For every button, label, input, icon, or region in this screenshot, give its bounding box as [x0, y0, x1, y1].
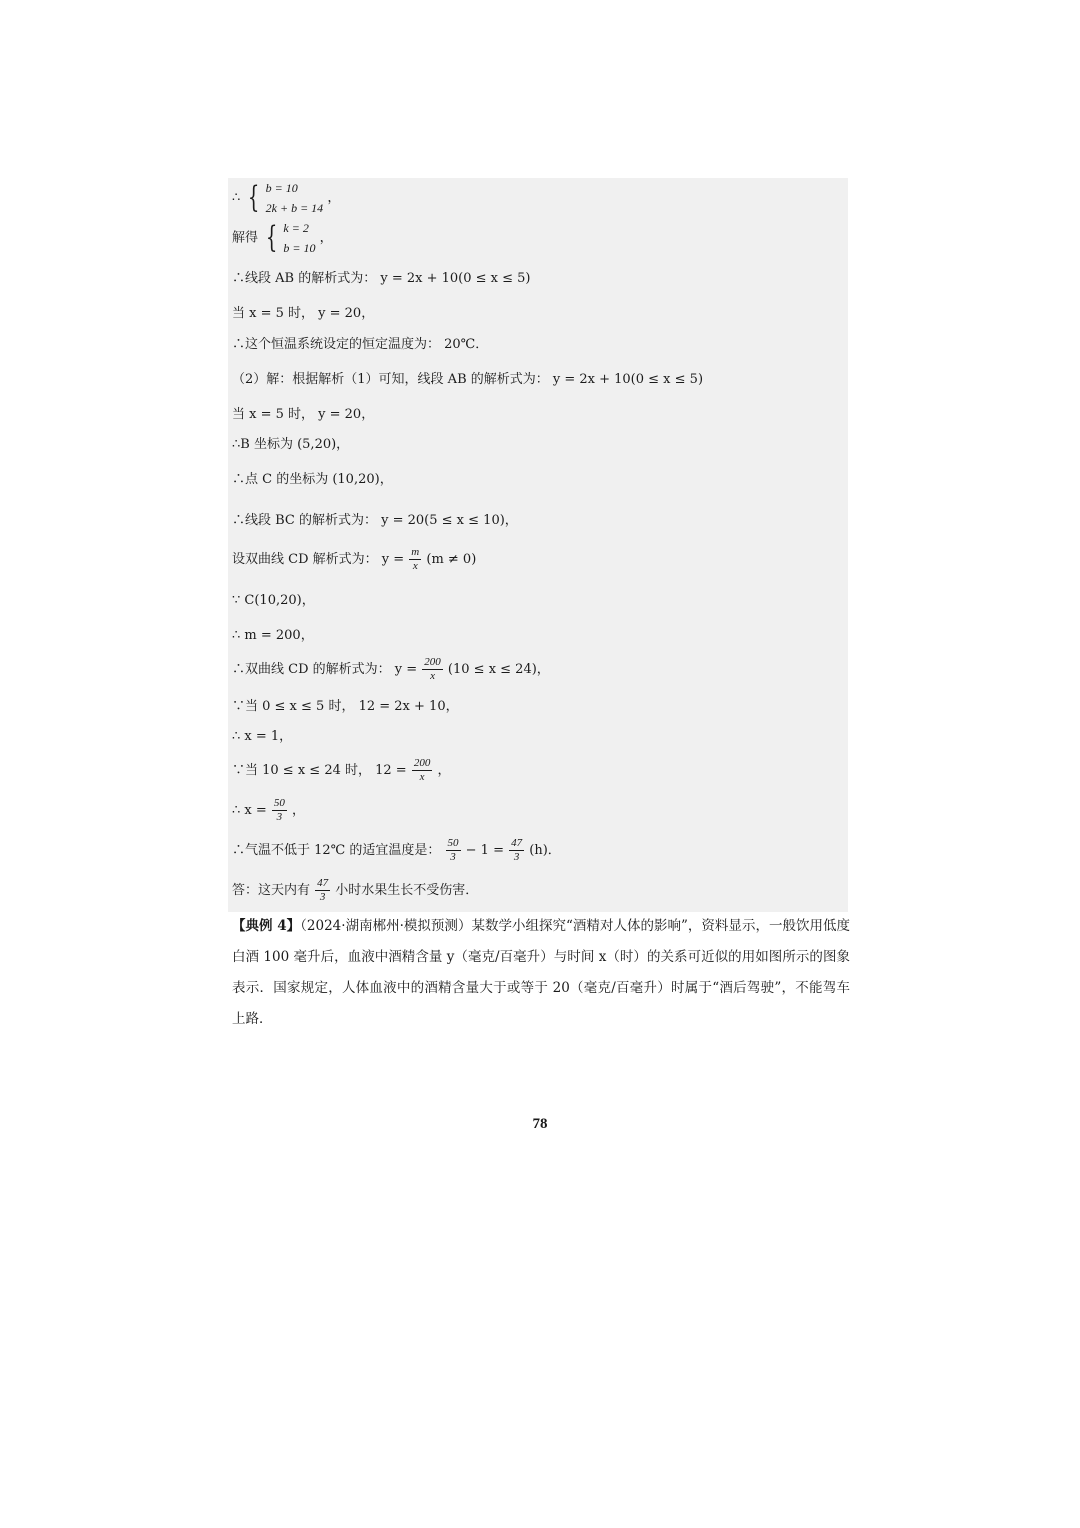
fraction-denominator: x	[419, 771, 425, 783]
punctuation: ，	[319, 230, 333, 246]
brace-icon: {	[265, 220, 278, 255]
page-number: 78	[532, 1116, 548, 1132]
solution-line: ∵当 0 ≤ x ≤ 5 时， 12 = 2x + 10，	[232, 699, 459, 714]
system-line-2	[232, 218, 333, 258]
solution-line: ∴ x = 1，	[232, 729, 293, 744]
label-text: 小时水果生长不受伤害．	[335, 883, 479, 898]
fraction-numerator: 47	[317, 877, 329, 889]
fraction-numerator: 47	[511, 837, 523, 849]
solution-line	[232, 546, 476, 573]
fraction	[409, 546, 421, 573]
label-text: 解得	[232, 230, 259, 246]
equation: 设双曲线 CD 解析式为： y =	[232, 552, 405, 567]
solution-line: ∴点 C 的坐标为 (10,20)，	[232, 472, 393, 487]
fraction	[446, 837, 461, 864]
therefore-symbol: ∴	[232, 190, 241, 206]
fraction	[272, 797, 287, 824]
solution-line: ∵ C(10,20)，	[232, 593, 315, 608]
solution-line	[232, 757, 451, 784]
equation: 2k + b = 14	[265, 201, 324, 215]
punctuation: ，	[437, 763, 451, 778]
equation: (h)．	[529, 843, 561, 858]
fraction-denominator: 3	[276, 811, 283, 823]
label-text: 答：这天内有	[232, 883, 311, 898]
fraction-denominator: x	[430, 670, 435, 682]
equation: (m ≠ 0)	[426, 552, 477, 567]
fraction-numerator: 50	[447, 837, 459, 849]
fraction-numerator: m	[411, 546, 420, 558]
fraction	[509, 837, 524, 864]
solution-line: 当 x = 5 时， y = 20，	[232, 306, 375, 321]
solution-line	[232, 797, 305, 824]
system-line-1	[232, 178, 340, 218]
example-tag: 【典例 4】	[232, 918, 301, 934]
equation: ∴双曲线 CD 的解析式为： y =	[232, 662, 418, 677]
solution-line: ∴B 坐标为 (5,20)，	[232, 437, 350, 452]
equation: b = 10	[265, 181, 298, 195]
solution-line	[232, 837, 561, 864]
equation-system-1	[266, 178, 324, 218]
fraction	[422, 656, 443, 683]
fraction-numerator: 200	[424, 656, 441, 668]
equation: − 1 =	[465, 843, 504, 858]
fraction-denominator: 3	[513, 851, 520, 863]
example-text: （2024·湖南郴州·模拟预测）某数学小组探究“酒精对人体的影响”，资料显示，一般饮用低度白酒 100 毫升后，血液中酒精含量 y（毫克/百毫升）与时间 x（时）的关系可近似的用如图所示的图象表示．国家规定，人体血液中的酒精含量大于或等于 20（毫克/百毫升）时属于“酒后驾驶”，不能驾车上路．	[232, 918, 851, 1027]
solution-line: ∴线段 BC 的解析式为： y = 20(5 ≤ x ≤ 10)，	[232, 513, 518, 528]
solution-line	[232, 656, 550, 683]
brace-icon: {	[248, 180, 260, 215]
example-paragraph	[232, 911, 850, 1035]
fraction-denominator: 3	[319, 891, 326, 903]
equation: b = 10	[283, 241, 316, 255]
label-text: ∴气温不低于 12℃ 的适宜温度是：	[232, 843, 441, 858]
answer-line	[232, 877, 478, 904]
fraction	[412, 757, 433, 784]
equation: ∵当 10 ≤ x ≤ 24 时， 12 =	[232, 763, 407, 778]
solution-line: （2）解：根据解析（1）可知，线段 AB 的解析式为： y = 2x + 10(0 ≤ x ≤ 5)	[232, 372, 704, 387]
punctuation: ，	[327, 190, 341, 206]
equation: k = 2	[283, 221, 309, 235]
solution-line: ∴ m = 200，	[232, 628, 314, 643]
fraction-numerator: 50	[273, 797, 285, 809]
solution-line: 当 x = 5 时， y = 20，	[232, 407, 375, 422]
equation-system-2	[283, 218, 315, 258]
solution-line: ∴线段 AB 的解析式为： y = 2x + 10(0 ≤ x ≤ 5)	[232, 271, 531, 286]
fraction-denominator: x	[412, 560, 418, 572]
fraction-denominator: 3	[450, 851, 456, 863]
fraction-numerator: 200	[413, 757, 431, 769]
solution-line: ∴这个恒温系统设定的恒定温度为： 20℃．	[232, 337, 489, 352]
punctuation: ，	[292, 803, 306, 818]
solution-panel	[228, 178, 848, 912]
equation: (10 ≤ x ≤ 24)，	[447, 662, 550, 677]
equation: ∴ x =	[232, 803, 267, 818]
fraction	[315, 877, 330, 904]
